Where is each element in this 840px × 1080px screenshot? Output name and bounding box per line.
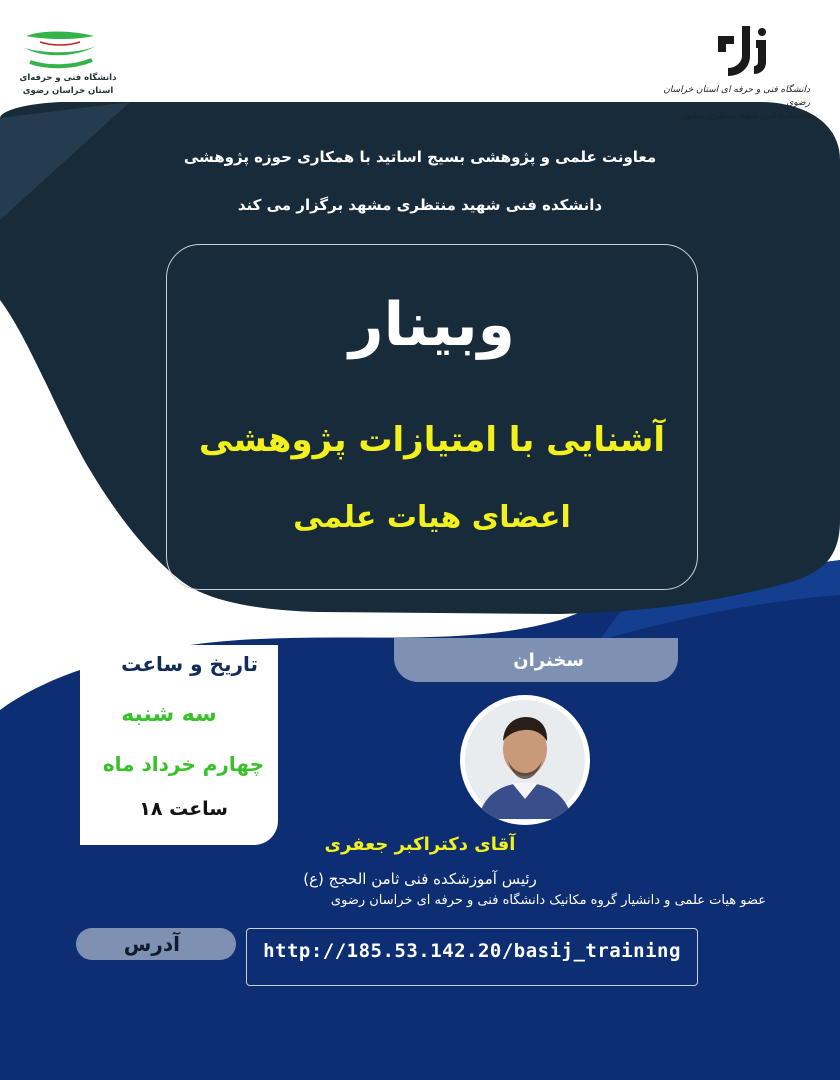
right-logo-caption xyxy=(650,84,810,123)
date-day: سه شنبه xyxy=(121,702,217,727)
university-emblem xyxy=(712,22,770,80)
address-label: آدرس xyxy=(123,932,180,956)
speaker-name: آقای دکتراکبر جعفری xyxy=(324,834,516,855)
webinar-subtitle-2: اعضای هیات علمی xyxy=(293,500,571,535)
speakers-label: سخنران xyxy=(513,650,584,671)
date-hour: ساعت ۱۸ xyxy=(139,798,228,820)
webinar-title: وبینار xyxy=(349,290,515,360)
right-logo-line-1: دانشگاه فنی و حرفه ای استان خراسان رضوی xyxy=(663,85,810,108)
organizer-line-2: دانشکده فنی شهید منتظری مشهد برگزار می کند xyxy=(237,196,603,214)
left-logo-caption xyxy=(8,72,128,98)
left-logo-line-1: دانشگاه فنی و حرفه‌ای xyxy=(19,73,117,83)
basij-asatid-logo xyxy=(22,28,98,72)
date-label: تاریخ و ساعت xyxy=(121,652,258,676)
left-logo-line-2: استان خراسان رضوی xyxy=(22,86,114,96)
speaker-portrait xyxy=(460,695,590,825)
right-logo-line-2: دانشکده فنی شهید منتظری مشهد xyxy=(682,111,810,121)
webinar-subtitle-1: آشنایی با امتیازات پژوهشی xyxy=(198,420,666,460)
speaker-role-1: رئیس آموزشکده فنی ثامن الحجج (ع) xyxy=(303,870,537,888)
date-month: چهارم خرداد ماه xyxy=(102,752,264,776)
organizer-line-1: معاونت علمی و پژوهشی بسیج اساتید با همکاری حوزه پژوهشی xyxy=(183,148,657,166)
speaker-role-2: عضو هیات علمی و دانشیار گروه مکانیک دانشگاه فنی و حرفه ای خراسان رضوی xyxy=(330,893,766,908)
speaker-photo xyxy=(460,695,590,825)
webinar-url-link[interactable]: http://185.53.142.20/basij_training xyxy=(263,940,681,962)
